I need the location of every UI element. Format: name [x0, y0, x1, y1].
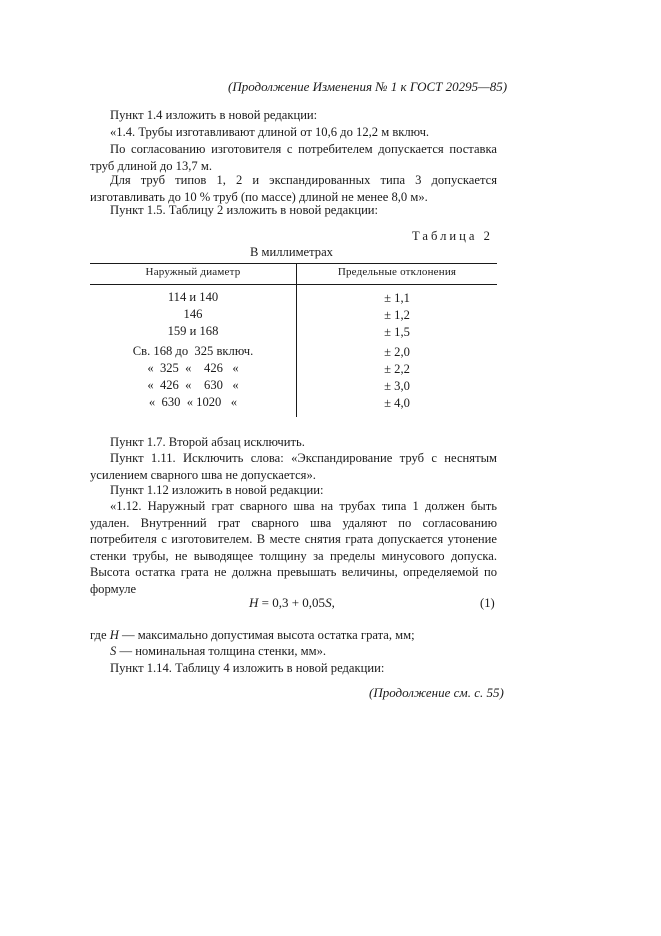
formula-h-symbol: H — [249, 595, 259, 610]
table-units: В миллиметрах — [250, 245, 333, 259]
table-row-diameter: 146 — [183, 307, 203, 321]
table-row-tolerance: ± 3,0 — [384, 379, 410, 393]
paragraph-agreement: По согласованию изготовителя с потребителем допускается поставка труб длиной до 13,7 м. — [90, 142, 497, 173]
table-label: Таблица 2 — [412, 229, 493, 243]
paragraph-item-1-7: Пункт 1.7. Второй абзац исключить. — [110, 435, 305, 449]
paragraph-pipe-types: Для труб типов 1, 2 и экспандированных типа 3 допускается изготавливать до 10 % труб (по массе) длиной не менее 8,0 м». — [90, 173, 497, 204]
table-row-diameter: 159 и 168 — [167, 324, 219, 338]
legend-h — [90, 628, 415, 643]
header-tolerances: Предельные отклонения — [337, 266, 457, 278]
legend-s — [110, 644, 326, 659]
paragraph-item-1-4-intro: Пункт 1.4 изложить в новой редакции: — [110, 108, 318, 122]
table-row-diameter: « 426 « 630 « — [147, 378, 239, 392]
legend-where: где — [90, 628, 107, 642]
table-row-tolerance: ± 4,0 — [384, 396, 410, 410]
table-row-tolerance: ± 2,2 — [384, 362, 410, 376]
table-row-diameter: « 325 « 426 « — [147, 361, 239, 375]
table-row-diameter: « 630 « 1020 « — [148, 395, 238, 409]
legend-h-description: — максимально допустимая высота остатка грата, мм; — [118, 628, 415, 642]
table-top-rule — [90, 263, 497, 264]
table-row-diameter: Св. 168 до 325 включ. — [132, 344, 254, 358]
paragraph-item-1-12-text: «1.12. Наружный грат сварного шва на трубах типа 1 должен быть удален. Внутренний грат сварного шва удаляют по согласованию потребителя с изготовителем. В месте снятия грата допускается утонение стенки трубы, не выводящее толщину за пределы минусового допуска. Высота остатка грата не должна превышать величины, определяемой по формуле — [90, 499, 497, 596]
table-row-tolerance: ± 2,0 — [384, 345, 410, 359]
table-row-tolerance: ± 1,1 — [384, 291, 410, 305]
formula-expression: = 0,3 + 0,05 — [258, 595, 326, 610]
formula-number: (1) — [480, 596, 495, 610]
formula-1 — [249, 595, 335, 611]
table-row-tolerance: ± 1,5 — [384, 325, 410, 339]
paragraph-item-1-4-length: «1.4. Трубы изготавливают длиной от 10,6 до 12,2 м включ. — [110, 125, 430, 139]
paragraph-item-1-12-intro: Пункт 1.12 изложить в новой редакции: — [110, 483, 324, 497]
paragraph-item-1-5: Пункт 1.5. Таблицу 2 изложить в новой редакции: — [110, 203, 379, 217]
header-outer-diameter: Наружный диаметр — [145, 266, 241, 278]
legend-s-description: — номинальная толщина стенки, мм». — [116, 644, 327, 658]
formula-comma: , — [331, 595, 335, 610]
continuation-footer: (Продолжение см. с. 55) — [369, 685, 504, 700]
table-header-rule — [90, 284, 497, 285]
paragraph-item-1-14: Пункт 1.14. Таблицу 4 изложить в новой редакции: — [110, 661, 385, 675]
legend-s-symbol: S — [110, 644, 117, 658]
formula-s-symbol: S — [325, 595, 332, 610]
running-header: (Продолжение Изменения № 1 к ГОСТ 20295—85) — [228, 79, 508, 94]
table-row-tolerance: ± 1,2 — [384, 308, 410, 322]
paragraph-item-1-11: Пункт 1.11. Исключить слова: «Экспандирование труб с неснятым усилением сварного шва не допускается». — [90, 451, 497, 482]
table-row-diameter: 114 и 140 — [167, 290, 219, 304]
legend-h-symbol: H — [109, 628, 119, 642]
